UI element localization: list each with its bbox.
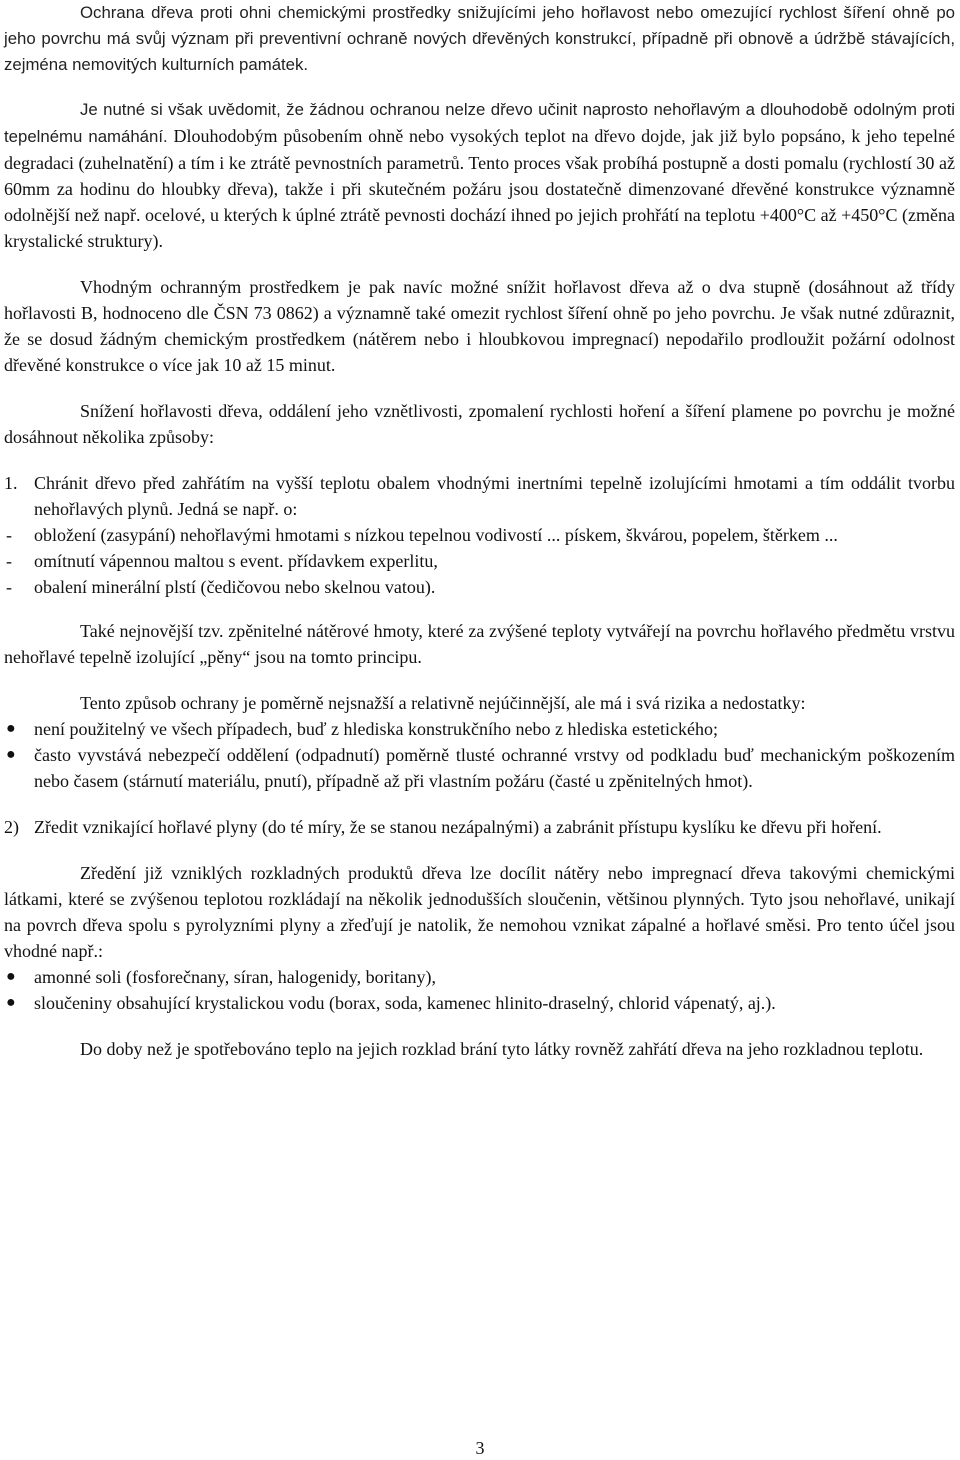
paragraph-durability-lead: Je nutné si však uvědomit, že žádnou ochranou nelze dřevo učinit naprosto nehořlavým a dlouhodobě odolným proti tepelnému namáhání. xyxy=(4,100,955,146)
dash-item xyxy=(4,574,955,600)
paragraph-intro: Ochrana dřeva proti ohni chemickými prostředky snižujícími jeho hořlavost nebo omezující rychlost šíření ohně po jeho povrchu má svůj význam při preventivní ochraně nových dřevěných konstrukcí, případně při obnově a údržbě stávajících, zejména nemovitých kulturních památek. xyxy=(4,3,955,74)
dash-item-marker: - xyxy=(6,551,12,571)
bullet-item xyxy=(4,716,955,742)
dash-item-marker: - xyxy=(6,525,12,545)
paragraph-dilution: Zředění již vzniklých rozkladných produktů dřeva lze docílit nátěry nebo impregnací dřeva takovými chemickými látkami, které se zvýšenou teplotou rozkládají na několik jednodušších sloučenin, většinou plynných. Tyto jsou nehořlavé, unikají na povrch dřeva spolu s pyrolyzními plyny a zřeďují je natolik, že nemohou vznikat zápalné a hořlavé směsi. Pro tento účel jsou vhodné např.: xyxy=(4,863,955,961)
paragraph-durability-tail: Tento proces však probíhá postupně a dosti pomalu (rychlostí 30 až 60mm za hodinu do hloubky dřeva), takže i při skutečném požáru jsou dostatečně dimenzované dřevěné konstrukce významně odolnější než např. ocelové, u kterých k úplné ztrátě pevnosti dochází ihned po jejich prohřátí na teplotu +400°C až +450°C (změna krystalické struktury). xyxy=(4,153,955,251)
bullet-item xyxy=(4,742,955,794)
page-number: 3 xyxy=(475,1438,485,1458)
numbered-item-label: 2) xyxy=(4,817,19,837)
dash-item xyxy=(4,522,955,548)
numbered-item-2 xyxy=(4,814,955,840)
dash-item-text: obalení minerální plstí (čedičovou nebo skelnou vatou). xyxy=(34,577,436,597)
paragraph-protection-agent: Vhodným ochranným prostředkem je pak navíc možné snížit hořlavost dřeva až o dva stupně (dosáhnout až třídy hořlavosti B, hodnoceno dle ČSN 73 0862) a významně také omezit rychlost šíření ohně po jeho povrchu. Je však nutné zdůraznit, že se dosud žádným chemickým prostředkem (nátěrem nebo i hloubkovou impregnací) nepodařilo prodloužit požární odolnost dřevěné konstrukce o více jak 10 až 15 minut. xyxy=(4,277,955,375)
paragraph-conclusion: Do doby než je spotřebováno teplo na jejich rozklad brání tyto látky rovněž zahřátí dřeva na jeho rozkladnou teplotu. xyxy=(80,1039,924,1059)
dash-item-text: omítnutí vápennou maltou s event. přídavkem experlitu, xyxy=(34,551,438,571)
dash-item-text: obložení (zasypání) nehořlavými hmotami s nízkou tepelnou vodivostí ... pískem, škvárou, popelem, štěrkem ... xyxy=(34,525,838,545)
bullet-item-marker: ● xyxy=(6,720,16,737)
paragraph-durability xyxy=(4,96,955,254)
paragraph-durability-body: Dlouhodobým působením ohně nebo vysokých teplot na dřevo dojde, jak již bylo popsáno, k jeho tepelné degradaci (zuhelnatění) a tím i ke ztrátě pevnostních parametrů. xyxy=(4,126,955,173)
dash-item xyxy=(4,548,955,574)
bullet-item xyxy=(4,964,955,990)
numbered-item-text: Chránit dřevo před zahřátím na vyšší teplotu obalem vhodnými inertními tepelně izolujícími hmotami a tím oddálit tvorbu nehořlavých plynů. Jedná se např. o: xyxy=(34,473,955,519)
bullet-item xyxy=(4,990,955,1016)
numbered-item-1 xyxy=(4,470,955,522)
numbered-item-label: 1. xyxy=(4,473,18,493)
paragraph-risks-intro: Tento způsob ochrany je poměrně nejsnažší a relativně nejúčinnější, ale má i svá rizika a nedostatky: xyxy=(80,693,806,713)
bullet-item-text: amonné soli (fosforečnany, síran, halogenidy, boritany), xyxy=(34,967,437,987)
paragraph-methods-intro: Snížení hořlavosti dřeva, oddálení jeho vznětlivosti, zpomalení rychlosti hoření a šíření plamene po povrchu je možné dosáhnout několika způsoby: xyxy=(4,401,955,447)
bullet-item-marker: ● xyxy=(6,994,16,1011)
bullet-item-marker: ● xyxy=(6,746,16,763)
bullet-list-substances xyxy=(4,964,955,1016)
bullet-list-risks xyxy=(4,716,955,794)
bullet-item-text: často vyvstává nebezpečí oddělení (odpadnutí) poměrně tlusté ochranné vrstvy od podkladu buď mechanickým poškozením nebo časem (stárnutí materiálu, pnutí), případně až při vlastním požáru (časté u zpěnitelných hmot). xyxy=(34,745,955,791)
numbered-item-text: Zředit vznikající hořlavé plyny (do té míry, že se stanou nezápalnými) a zabránit přístupu kyslíku ke dřevu při hoření. xyxy=(34,817,882,837)
bullet-item-text: sloučeniny obsahující krystalickou vodu (borax, soda, kamenec hlinito-draselný, chlorid vápenatý, aj.). xyxy=(34,993,776,1013)
paragraph-intumescent: Také nejnovější tzv. zpěnitelné nátěrové hmoty, které za zvýšené teploty vytvářejí na povrchu hořlavého předmětu vrstvu nehořlavé tepelně izolující „pěny“ jsou na tomto principu. xyxy=(4,621,955,667)
dash-list xyxy=(4,522,955,600)
bullet-item-text: není použitelný ve všech případech, buď z hlediska konstrukčního nebo z hlediska estetického; xyxy=(34,719,718,739)
bullet-item-marker: ● xyxy=(6,968,16,985)
document-body xyxy=(4,0,955,1062)
dash-item-marker: - xyxy=(6,577,12,597)
